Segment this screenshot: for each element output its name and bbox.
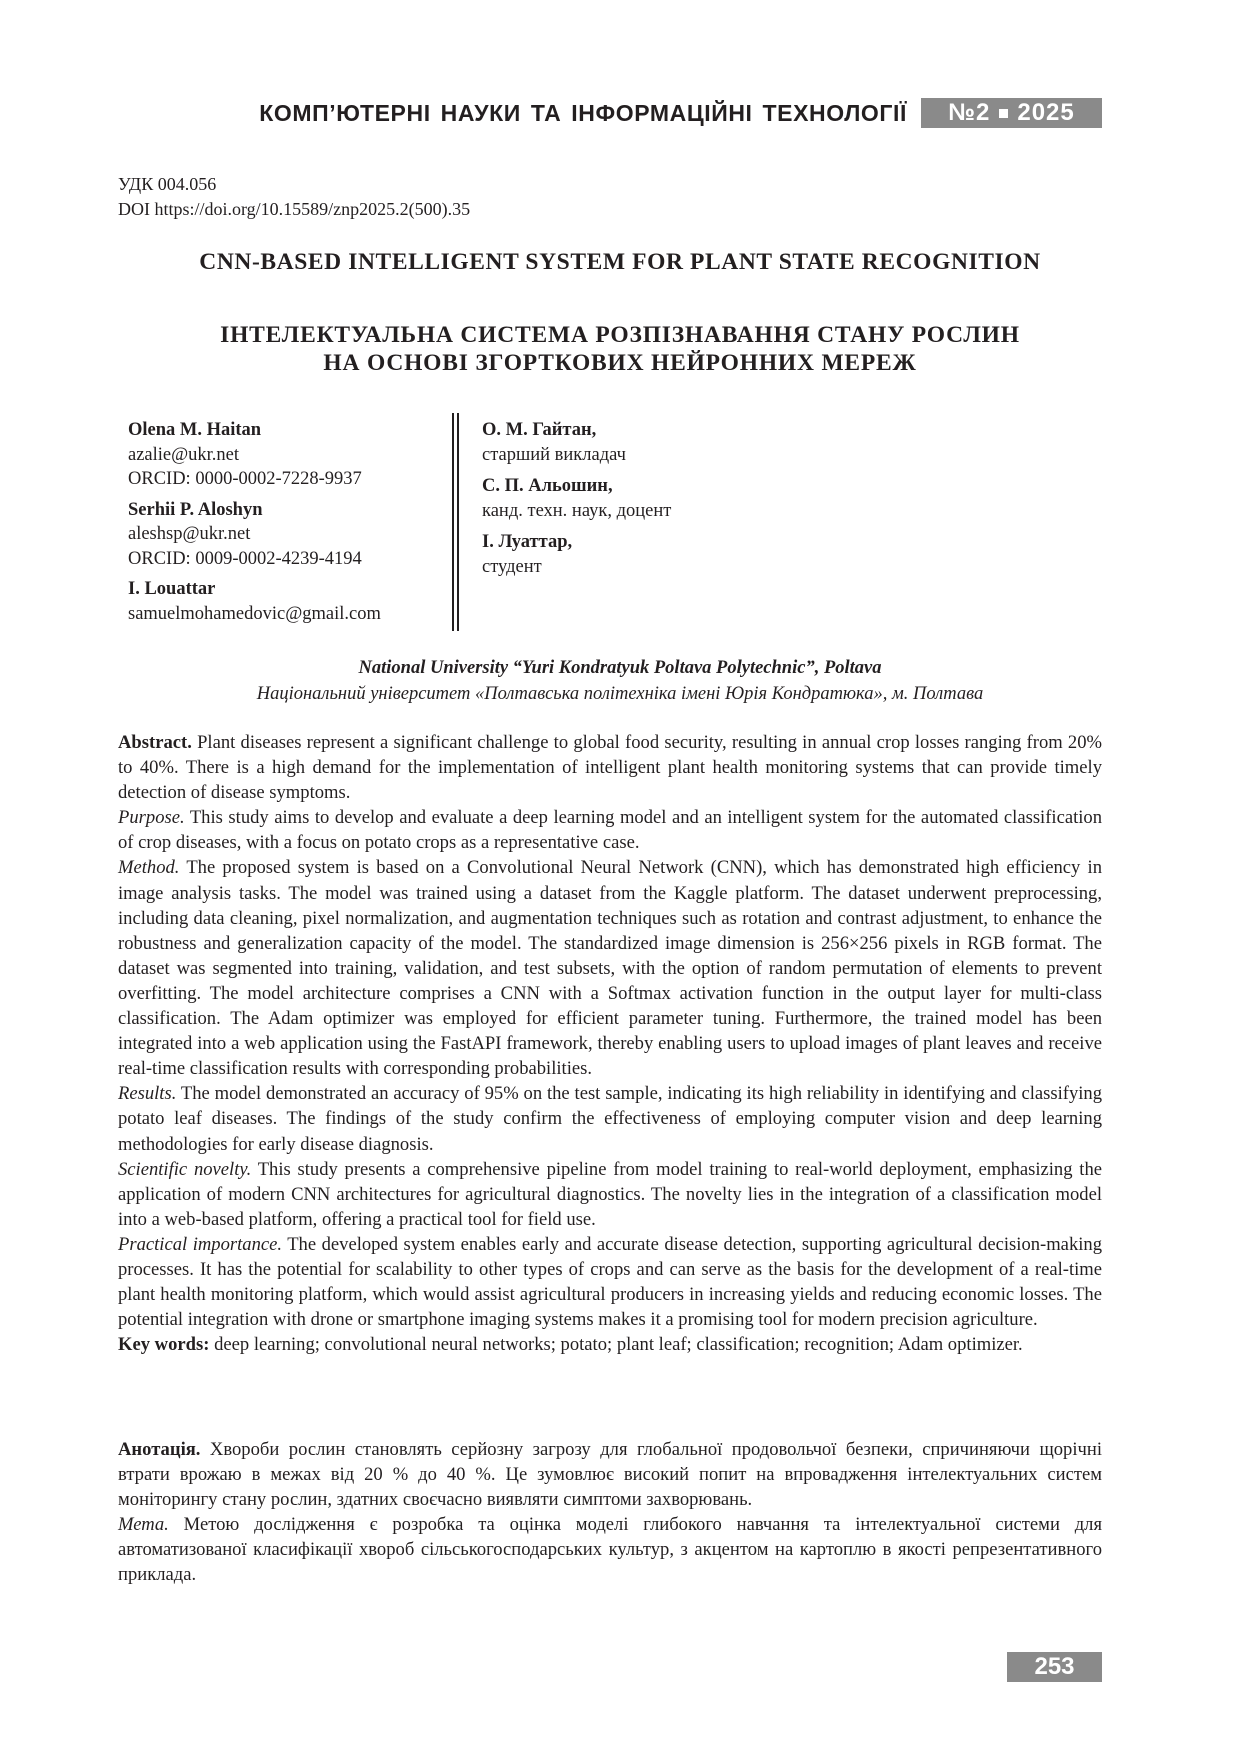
goal-text: Метою дослідження є розробка та оцінка моделі глибокого навчання та інтелектуальної системи для автоматизованої класифікації хвороб сільськогосподарських культур, з акцентом на картоплю в якості репрезентативного приклада.	[118, 1514, 1103, 1586]
annotation-goal	[118, 1512, 1102, 1587]
authors-ukrainian	[482, 418, 671, 580]
affiliation-ukrainian: Національний університет «Полтавська політехніка імені Юрія Кондратюка», м. Полтава	[256, 684, 984, 704]
affiliation	[0, 655, 1240, 707]
novelty-label: Scientific novelty.	[118, 1158, 252, 1180]
abstract-novelty	[118, 1157, 1102, 1232]
practical-label: Practical importance.	[118, 1233, 283, 1255]
abstract-text: Plant diseases represent a significant challenge to global food security, resulting in annual crop losses ranging from 20% to 40%. There is a high demand for the implementation of intelligent plant health monitoring systems that can provide timely detection of disease symptoms.	[118, 732, 1103, 804]
author-email[interactable]: aleshsp@ukr.net	[128, 524, 251, 544]
issue-year: 2025	[1017, 99, 1075, 126]
abstract-method	[118, 855, 1102, 1081]
author-name: Serhii P. Aloshyn	[128, 499, 263, 520]
goal-label: Мета.	[118, 1514, 169, 1536]
abstract	[118, 730, 1102, 1357]
author-position: старший викладач	[482, 445, 626, 465]
annotation-ukrainian	[118, 1437, 1102, 1588]
article-meta	[118, 172, 470, 222]
novelty-text: This study presents a comprehensive pipeline from model training to real-world deployment, emphasizing the application of modern CNN architectures for agricultural diagnostics. The novelty lies in the integration of a classification model into a web-based platform, offering a practical tool for field use.	[118, 1158, 1103, 1230]
author-orcid: ORCID: 0000-0002-7228-9937	[128, 469, 362, 489]
annotation-label: Анотація.	[118, 1439, 201, 1460]
square-separator-icon	[999, 109, 1008, 118]
abstract-label: Abstract.	[118, 732, 192, 753]
authors-divider	[457, 413, 459, 631]
author-position: студент	[482, 557, 542, 577]
author-orcid: ORCID: 0009-0002-4239-4194	[128, 548, 362, 569]
abstract-practical	[118, 1232, 1102, 1332]
authors-english	[128, 418, 381, 626]
journal-title: КОМП’ЮТЕРНІ НАУКИ ТА ІНФОРМАЦІЙНІ ТЕХНОЛОГІЇ	[259, 99, 907, 126]
authors-divider	[452, 413, 454, 631]
page-number: 253	[1007, 1652, 1102, 1682]
author-name-uk: О. М. Гайтан,	[482, 420, 597, 440]
results-text: The model demonstrated an accuracy of 95% on the test sample, indicating its high reliability in identifying and classifying potato leaf diseases. The findings of the study confirm the effectiveness of employing computer vision and deep learning methodologies for early disease diagnosis.	[118, 1083, 1102, 1155]
purpose-text: This study aims to develop and evaluate a deep learning model and an intelligent system for the automated classification of crop diseases, with a focus on potato crops as a representative case.	[118, 807, 1103, 854]
title-english: CNN-BASED INTELLIGENT SYSTEM FOR PLANT STATE RECOGNITION	[199, 249, 1041, 275]
journal-header	[200, 96, 1102, 130]
purpose-label: Purpose.	[118, 807, 185, 829]
abstract-results	[118, 1081, 1102, 1156]
author-name: I. Louattar	[128, 579, 216, 599]
author-email[interactable]: samuelmohamedovic@gmail.com	[128, 603, 381, 624]
abstract-keywords	[118, 1332, 1102, 1357]
method-label: Method.	[118, 857, 180, 879]
keywords-text: deep learning; convolutional neural networks; potato; plant leaf; classification; recognition; Adam optimizer.	[214, 1334, 1023, 1356]
title-ukrainian-line-2: НА ОСНОВІ ЗГОРТКОВИХ НЕЙРОННИХ МЕРЕЖ	[323, 350, 917, 376]
annotation-intro	[118, 1437, 1102, 1512]
author-email[interactable]: azalie@ukr.net	[128, 444, 240, 465]
author-name-uk: С. П. Альошин,	[482, 476, 613, 496]
affiliation-english: National University “Yuri Kondratyuk Poltava Polytechnic”, Poltava	[358, 658, 882, 678]
author-name-uk: І. Луаттар,	[482, 532, 573, 552]
title-ukrainian-line-1: ІНТЕЛЕКТУАЛЬНА СИСТЕМА РОЗПІЗНАВАННЯ СТАНУ РОСЛИН	[220, 322, 1020, 348]
issue-badge	[921, 98, 1102, 128]
udc-code: УДК 004.056	[118, 174, 217, 194]
results-label: Results.	[118, 1083, 177, 1105]
author-name: Olena M. Haitan	[128, 420, 262, 440]
doi-link[interactable]: DOI https://doi.org/10.15589/znp2025.2(500).35	[118, 199, 471, 219]
annotation-text: Хвороби рослин становлять серйозну загрозу для глобальної продовольчої безпеки, спричиняючи щорічні втрати врожаю в межах від 20 % до 40 %. Це зумовлює високий попит на впровадження інтелектуальних систем моніторингу стану рослин, здатних своєчасно виявляти симптоми захворювань.	[118, 1439, 1102, 1511]
author-position: канд. техн. наук, доцент	[482, 501, 672, 521]
issue-number: №2	[948, 99, 991, 126]
keywords-label: Key words:	[118, 1334, 210, 1356]
title-ukrainian	[0, 321, 1240, 377]
abstract-intro	[118, 730, 1102, 805]
practical-text: The developed system enables early and accurate disease detection, supporting agricultural decision-making processes. It has the potential for scalability to other types of crops and can serve as the basis for the development of a real-time plant health monitoring platform, which would assist agricultural producers in increasing yields and reducing economic losses. The potential integration with drone or smartphone imaging systems makes it a promising tool for modern precision agriculture.	[118, 1233, 1102, 1331]
abstract-purpose	[118, 805, 1102, 855]
method-text: The proposed system is based on a Convolutional Neural Network (CNN), which has demonstrated high efficiency in image analysis tasks. The model was trained using a dataset from the Kaggle platform. The dataset underwent preprocessing, including data cleaning, pixel normalization, and augmentation techniques such as rotation and contrast adjustment, to enhance the robustness and generalization capacity of the model. The standardized image dimension is 256×256 pixels in RGB format. The dataset was segmented into training, validation, and test subsets, with the option of random permutation of elements to prevent overfitting. The model architecture comprises a CNN with a Softmax activation function in the output layer for multi-class classification. The Adam optimizer was employed for efficient parameter tuning. Furthermore, the trained model has been integrated into a web application using the FastAPI framework, thereby enabling users to upload images of plant leaves and receive real-time classification results with corresponding probabilities.	[118, 857, 1103, 1080]
